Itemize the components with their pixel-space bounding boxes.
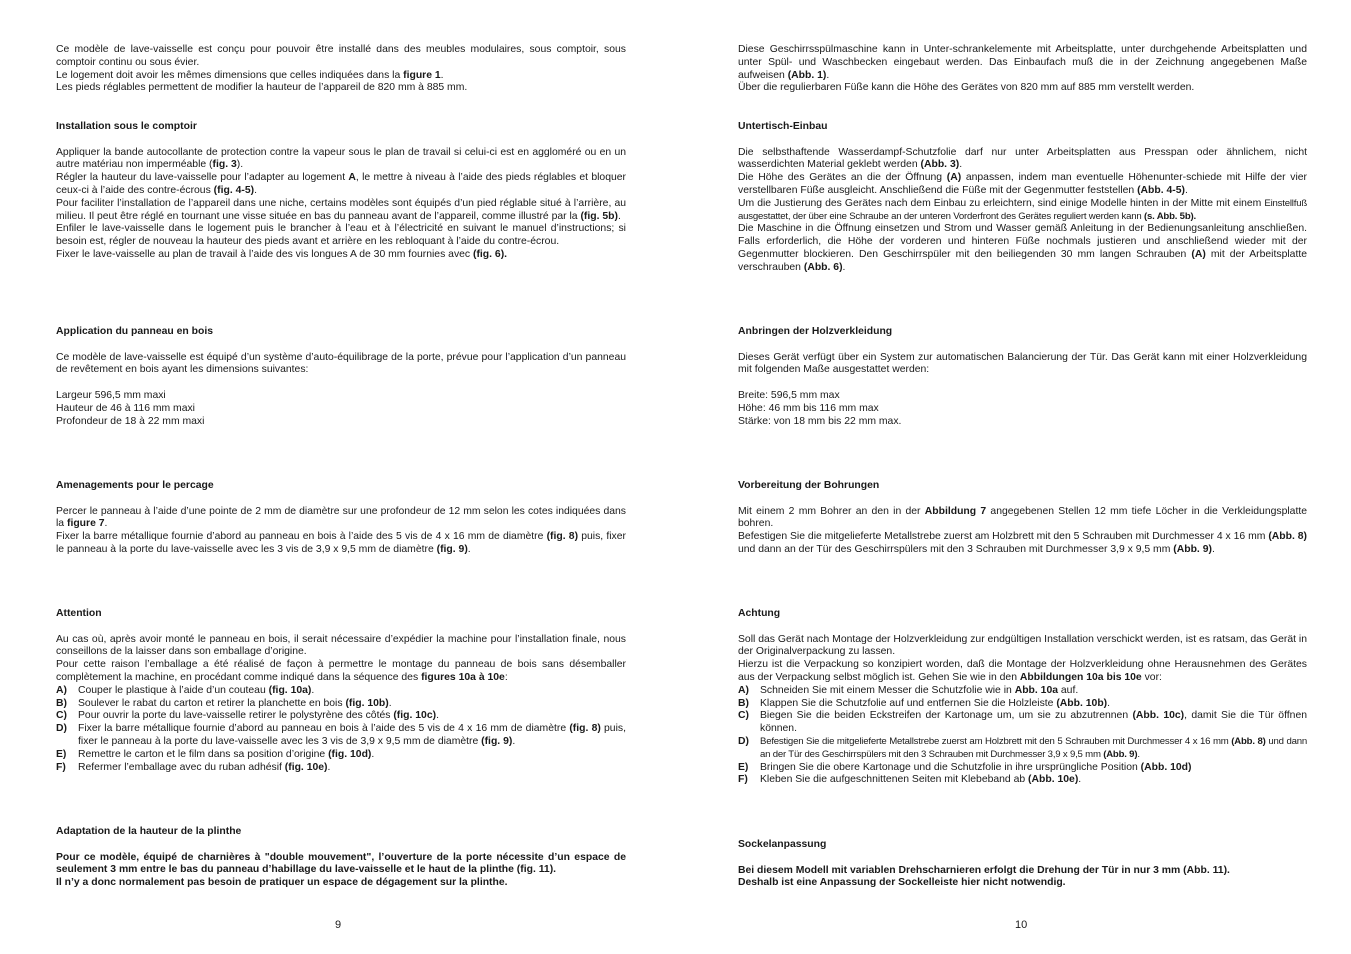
list-item: E) Remettre le carton et le film dans sa position d’origine (fig. 10d). — [56, 748, 375, 760]
list-item: F) Refermer l’emballage avec du ruban adhésif (fig. 10e). — [56, 761, 331, 773]
page-number-left: 9 — [335, 919, 342, 931]
list-item: D) Fixer la barre métallique fournie d’abord au panneau en bois à l’aide des 5 vis de 4 x 16 mm de diamètre (fig. 8) puis, fixer le panneau à la porte du lave-vaisselle avec les 3 vis de 3,9 x 9,5 mm de diamètre (fig. 9). — [56, 723, 626, 747]
section-attention: Attention Au cas où, après avoir monté le panneau en bois, il serait nécessaire d’expédier la machine pour l’installation finale, nous conseillons de la laisser dans son emballage d’origine. Pour cette raison l’emballage a été réalisé de façon à permettre le montage du panneau de bois sans désemballer complètement la machine, en procédant comme indiqué dans la séquence des figures 10a à 10e: A) Couper le plastique à l’aide d’un couteau (fig. 10a). B) Soulever le rabat du carton et retirer la planchette en bois (fig. 10b). C) Pour ouvrir la porte du lave-vaisselle retirer le polystyrène des côtés (fig. 10c). D) Fixer la barre métallique fournie d’abord au panneau en bois à l’aide des 5 vis de 4 x 16 mm de diamètre (fig. 8) puis, fixer le panneau à la porte du lave-vaisselle avec les 3 vis de 3,9 x 9,5 mm de diamètre (fig. 9). E) Remettre le carton et le film dans sa position d’origine (fig. 10d). F) Refermer l’emballage avec du ruban adhésif (fig. 10e). — [56, 608, 626, 773]
intro-section: Diese Geschirrsspülmaschine kann in Unter-schrankelemente mit Arbeitsplatte, unter durchgehende Arbeitsplatten und unter Spül- und Waschbecken eingebaut werden. Das Einbaufach muß die in der Zeichnung angegebenen Maße aufweisen (Abb. 1). Über die regulierbaren Füße kann die Höhe des Gerätes von 820 mm auf 885 mm verstellt werden. — [738, 44, 1307, 94]
list-item: B) Soulever le rabat du carton et retirer la planchette en bois (fig. 10b). — [56, 697, 392, 709]
page-number-right: 10 — [1015, 919, 1028, 931]
list-item: C) Biegen Sie die beiden Eckstreifen der Kartonage um, um sie zu abzutrennen (Abb. 10c), damit Sie die Tür öffnen können. — [738, 710, 1308, 735]
section-heading: Attention — [56, 608, 102, 619]
section-installation: Installation sous le comptoir Appliquer la bande autocollante de protection contre la vapeur sous le plan de travail si celui-ci est en aggloméré ou en un autre matériau non imperméable (fig. 3). Régler la hauteur du lave-vaisselle pour l’adapter au logement A, le mettre à niveau à l’aide des pieds réglables et bloquer ceux-ci à l’aide des contre-écrous (fig. 4-5). Pour faciliter l’installation de l’appareil dans une niche, certains modèles sont équipés d’un pied réglable situé à l’arrière, au milieu. Il peut être réglé en tournant une visse située en bas du panneau avant de l’appareil, comme illustré par la (fig. 5b). Enfiler le lave-vaisselle dans le logement puis le brancher à l’eau et à l’électricité en suivant le manuel d’instructions; si besoin est, régler de nouveau la hauteur des pieds avant et arrière en les rebloquant à l’aide du contre-écrou. Fixer le lave-vaisselle au plan de travail à l’aide des vis longues A de 30 mm fournies avec (fig. 6). — [56, 121, 626, 260]
list-item: F) Kleben Sie die aufgeschnittenen Seiten mit Klebeband ab (Abb. 10e). — [738, 774, 1082, 786]
section-installation: Untertisch-Einbau Die selbsthaftende Wasserdampf-Schutzfolie darf nur unter Arbeitsplatten aus Presspan oder ähnlichem, nicht wasserdichten Material geklebt werden (Abb. 3). Die Höhe des Gerätes an die der Öffnung (A) anpassen, indem man eventuelle Höhenunter-schiede mit Hilfe der vier verstellbaren Füße ausgleicht. Anschließend die Füße mit der Gegenmutter feststellen (Abb. 4-5). Um die Justierung des Gerätes nach dem Einbau zu erleichtern, sind einige Modelle hinten in der Mitte mit einem Einstellfuß ausgestattet, der über eine Schraube an der unteren Vorderfront des Gerätes reguliert werden kann (s. Abb. 5b). Die Maschine in die Öffnung einsetzen und Strom und Wasser gemäß Anleitung in der Bedienungsanleitung anschließen. Falls erforderlich, die Höhe der vorderen und hinteren Füße nochmals justieren und anschließend wieder mit der Gegenmutter blockieren. Den Geschirrspüler mit den beiliegenden 30 mm langen Schrauben (A) mit der Arbeitsplatte verschrauben (Abb. 6). — [738, 121, 1308, 273]
section-heading: Application du panneau en bois — [56, 326, 214, 337]
list-item: C) Pour ouvrir la porte du lave-vaisselle retirer le polystyrène des côtés (fig. 10c). — [56, 710, 439, 722]
list-item: A) Schneiden Sie mit einem Messer die Schutzfolie wie in Abb. 10a auf. — [738, 684, 1079, 696]
section-heading: Achtung — [738, 608, 781, 619]
section-drilling: Vorbereitung der Bohrungen Mit einem 2 mm Bohrer an den in der Abbildung 7 angegebenen Stellen 12 mm tiefe Löcher in die Verkleidungsplatte bohren. Befestigen Sie die mitgelieferte Metallstrebe zuerst am Holzbrett mit den 5 Schrauben mit Durchmesser 4 x 16 mm (Abb. 8) und dann an der Tür des Geschirrspülers mit den 3 Schrauben mit Durchmesser 3,9 x 9,5 mm (Abb. 9). — [738, 480, 1307, 555]
section-plinth: Sockelanpassung Bei diesem Modell mit variablen Drehscharnieren erfolgt die Drehung der Tür in nur 3 mm (Abb. 11). Deshalb ist eine Anpassung der Sockelleiste hier nicht notwendig. — [738, 839, 1307, 890]
section-heading: Sockelanpassung — [738, 839, 827, 850]
section-heading: Untertisch-Einbau — [738, 121, 828, 132]
list-item: D) Befestigen Sie die mitgelieferte Metallstrebe zuerst am Holzbrett mit den 5 Schrauben mit Durchmesser 4 x 16 mm (Abb. 8) und dann an der Tür des Geschirrspülers mit den 3 Schrauben mit Durchmesser 3,9 x 9,5 mm (Abb. 9). — [738, 735, 1307, 760]
intro-section: Ce modèle de lave-vaisselle est conçu pour pouvoir être installé dans des meubles modulaires, sous comptoir, sous comptoir continu ou sous évier. Le logement doit avoir les mêmes dimensions que celles indiquées dans la figure 1. Les pieds réglables permettent de modifier la hauteur de l’appareil de 820 mm à 885 mm. — [56, 44, 626, 94]
section-wood-panel: Application du panneau en bois Ce modèle de lave-vaisselle est équipé d’un système d’auto-équilibrage de la porte, prévue pour l’application d’un panneau de revêtement en bois ayant les dimensions suivantes: Largeur 596,5 mm maxi Hauteur de 46 à 116 mm maxi Profondeur de 18 à 22 mm maxi — [56, 326, 626, 427]
section-heading: Anbringen der Holzverkleidung — [738, 326, 893, 337]
section-heading: Installation sous le comptoir — [56, 121, 197, 132]
section-drilling: Amenagements pour le percage Percer le panneau à l’aide d’une pointe de 2 mm de diamètre sur une profondeur de 12 mm selon les cotes indiquées dans la figure 7. Fixer la barre métallique fournie d’abord au panneau en bois à l’aide des 5 vis de 4 x 16 mm de diamètre (fig. 8) puis, fixer le panneau à la porte du lave-vaisselle avec les 3 vis de 3,9 x 9,5 mm de diamètre (fig. 9). — [56, 480, 626, 555]
list-item: E) Bringen Sie die obere Kartonage und die Schutzfolie in ihre ursprüngliche Position (Abb. 10d) — [738, 761, 1192, 773]
list-item: B) Klappen Sie die Schutzfolie auf und entfernen Sie die Holzleiste (Abb. 10b). — [738, 697, 1111, 709]
section-heading: Vorbereitung der Bohrungen — [738, 480, 880, 491]
section-heading: Adaptation de la hauteur de la plinthe — [56, 826, 242, 837]
section-wood-panel: Anbringen der Holzverkleidung Dieses Gerät verfügt über ein System zur automatischen Balancierung der Tür. Das Gerät kann mit einer Holzverkleidung mit folgenden Maße ausgestattet werden: Breite: 596,5 mm max Höhe: 46 mm bis 116 mm max Stärke: von 18 mm bis 22 mm max. — [738, 326, 1307, 427]
section-plinth: Adaptation de la hauteur de la plinthe Pour ce modèle, équipé de charnières à "double mouvement", l’ouverture de la porte nécessite d’un espace de seulement 3 mm entre le bas du panneau d’habillage du lave-vaisselle et le haut de la plinthe (fig. 11). Il n’y a donc normalement pas besoin de pratiquer un espace de dégagement sur la plinthe. — [56, 826, 626, 889]
section-attention: Achtung Soll das Gerät nach Montage der Holzverkleidung zur endgültigen Installation verschickt werden, ist es ratsam, das Gerät in der Originalverpackung zu lassen. Hierzu ist die Verpackung so konzipiert worden, daß die Montage der Holzverkleidung ohne Herausnehmen des Gerätes aus der Verpackung selbst möglich ist. Gehen Sie wie in den Abbildungen 10a bis 10e vor: A) Schneiden Sie mit einem Messer die Schutzfolie wie in Abb. 10a auf. B) Klappen Sie die Schutzfolie auf und entfernen Sie die Holzleiste (Abb. 10b). C) Biegen Sie die beiden Eckstreifen der Kartonage um, um sie zu abzutrennen (Abb. 10c), damit Sie die Tür öffnen können. D) Befestigen Sie die mitgelieferte Metallstrebe zuerst am Holzbrett mit den 5 Schrauben mit Durchmesser 4 x 16 mm (Abb. 8) und dann an der Tür des Geschirrspülers mit den 3 Schrauben mit Durchmesser 3,9 x 9,5 mm (Abb. 9). E) Bringen Sie die obere Kartonage und die Schutzfolie in ihre ursprüngliche Position (Abb. 10d) F) Kleben Sie die aufgeschnittenen Seiten mit Klebeband ab (Abb. 10e). — [738, 608, 1308, 786]
list-item: A) Couper le plastique à l’aide d’un couteau (fig. 10a). — [56, 684, 315, 696]
section-heading: Amenagements pour le percage — [56, 480, 214, 491]
